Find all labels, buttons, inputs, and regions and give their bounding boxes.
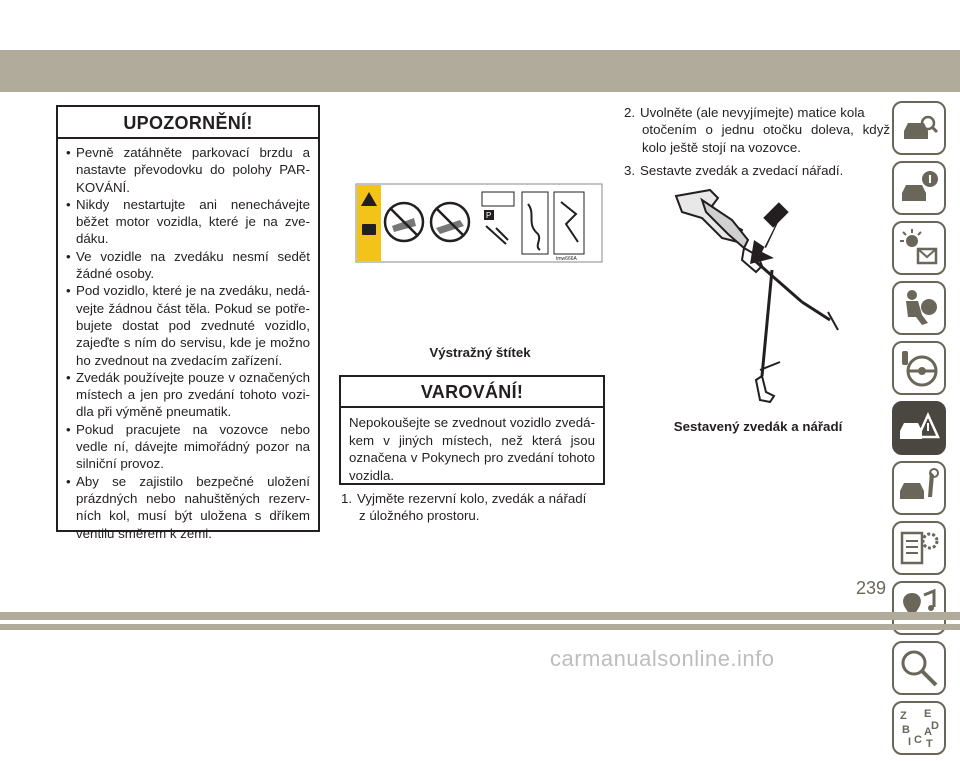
svg-text:Z: Z [900,710,907,722]
index-letters-icon [898,707,940,749]
step-text: Sestavte zvedák a zvedací nářadí. [640,163,844,178]
step-number: 2. [624,105,636,120]
tab-car-search[interactable] [892,101,946,155]
car-warning-icon [898,407,940,449]
step-1 [341,490,605,525]
footer-band [0,612,960,620]
tab-index[interactable] [892,701,946,755]
warning-label-image [356,184,602,262]
warning-item: • Aby se zajistilo bezpečné uložení prázdných nebo nahuštěných rezerv-ních kol, musí být uložena s dříkem ventilu směrem k zemi. [66,473,310,542]
tab-settings-list[interactable] [892,521,946,575]
warning-box [56,105,320,541]
car-tools-icon [898,467,940,509]
warning-list [58,139,318,542]
step-2 [624,104,890,156]
caution-body: Nepokoušejte se zvednout vozidlo zvedá-kem v jiných místech, než která jsou označena v Pokynech pro zvedání tohoto vozidla. [349,415,595,483]
step-number: 3. [624,163,636,178]
footer-band-thin [0,624,960,630]
jack-caption: Sestavený zvedák a nářadí [673,419,843,434]
jack-assembly-image [662,190,894,410]
warning-item: • Pokud pracujete na vozovce nebo vedle ní, dávejte mimořádný pozor na silniční provoz. [66,421,310,473]
header-band [0,50,960,92]
tab-car-info[interactable] [892,161,946,215]
svg-text:E: E [924,708,932,720]
step-text: Uvolněte (ale nevyjímejte) matice kola [640,105,865,120]
svg-text:P: P [486,211,492,220]
step-3 [624,162,890,179]
car-search-icon [898,107,940,149]
warning-title: UPOZORNĚNÍ! [58,107,318,139]
warning-item: • Nikdy nestartujte ani nenechávejte běžet motor vozidla, které je na zve-dáku. [66,196,310,248]
warning-item: • Ve vozidle na zvedáku nesmí sedět žádné osoby. [66,248,310,283]
step-number: 1. [341,491,353,506]
watermark-text: carmanualsonline.info [550,646,775,671]
tab-car-tools[interactable] [892,461,946,515]
svg-text:B: B [902,724,910,736]
search-icon [898,647,940,689]
svg-text:A: A [924,726,932,738]
svg-text:I: I [908,736,912,748]
airbag-person-icon [898,287,940,329]
step-text-cont: otočením o jednu otočku doleva, když kolo ještě stojí na vozovce. [642,122,890,155]
warning-lights-icon [898,227,940,269]
tab-airbag[interactable] [892,281,946,335]
caution-box [339,375,605,485]
svg-text:D: D [931,720,939,732]
caution-title: VAROVÁNÍ! [341,377,603,408]
label-caption: Výstražný štítek [429,345,531,360]
tab-car-warning[interactable] [892,401,946,455]
settings-list-icon [898,527,940,569]
car-info-icon [898,167,940,209]
section-tabs [892,101,948,761]
step-text-cont: z úložného prostoru. [359,508,480,524]
steering-wheel-icon [898,347,940,389]
media-navigation-icon [898,587,940,629]
svg-text:T: T [926,738,933,750]
label-code: tmw666A [556,256,577,262]
svg-text:C: C [914,734,922,746]
tab-steering[interactable] [892,341,946,395]
warning-item: • Zvedák používejte pouze v označených místech a jen pro zvedání tohoto vozi-dla při výměně pneumatik. [66,369,310,421]
warning-item: • Pevně zatáhněte parkovací brzdu a nastavte převodovku do polohy PAR-KOVÁNÍ. [66,144,310,196]
tab-search[interactable] [892,641,946,695]
page-number: 239 [856,578,887,598]
tab-warning-lights[interactable] [892,221,946,275]
step-text: Vyjměte rezervní kolo, zvedák a nářadí [357,491,587,506]
warning-item: • Pod vozidlo, které je na zvedáku, nedá-vejte žádnou část těla. Pokud se potře-bujete dostat pod zvednuté vozidlo, zajeďte s ním do servisu, kde je možno ho zvednout na zvedacím zařízení. [66,282,310,368]
